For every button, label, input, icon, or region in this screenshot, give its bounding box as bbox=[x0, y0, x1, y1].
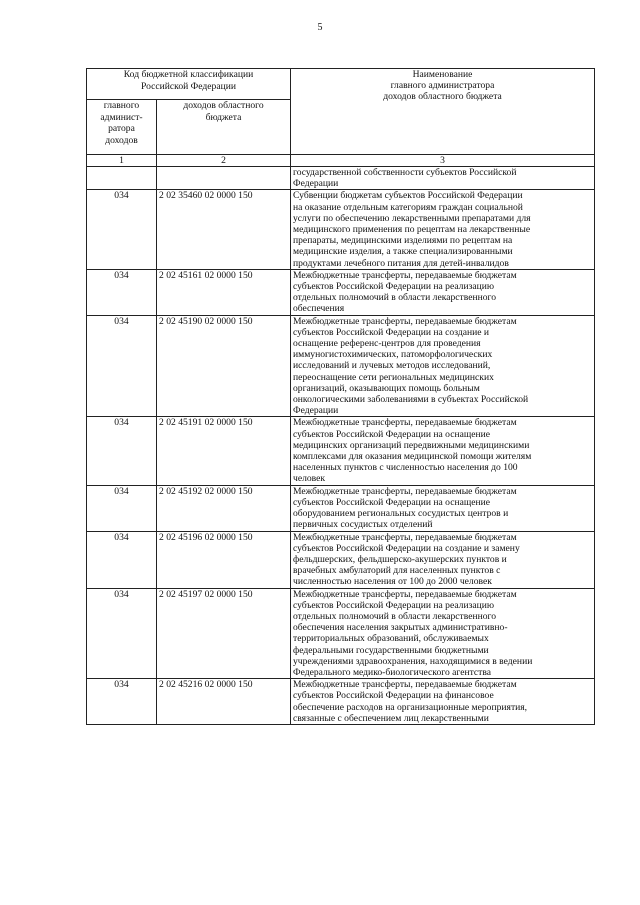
name-cell: Межбюджетные трансферты, передаваемые бюджетам субъектов Российской Федерации на финансовое обеспечение расходов на организационные мероприятия, связанные с обеспечением лиц лекарственными bbox=[291, 679, 595, 725]
name-cell: Межбюджетные трансферты, передаваемые бюджетам субъектов Российской Федерации на реализацию отдельных полномочий в области лекарственного обеспечения bbox=[291, 269, 595, 315]
admin-code-cell bbox=[87, 167, 157, 190]
admin-code-cell: 034 bbox=[87, 588, 157, 679]
revenue-code-cell: 2 02 45196 02 0000 150 bbox=[157, 531, 291, 588]
budget-classification-table bbox=[86, 68, 595, 725]
name-cell: Межбюджетные трансферты, передаваемые бюджетам субъектов Российской Федерации на создание и оснащение референс-центров для проведения иммуногистохимических, патоморфологических исследований и лучевых методов исследований, переоснащение сети региональных медицинских организаций, оказывающих помощь больным онкологическими заболеваниями в субъектах Российской Федерации bbox=[291, 315, 595, 417]
admin-code-cell: 034 bbox=[87, 531, 157, 588]
name-cell: Межбюджетные трансферты, передаваемые бюджетам субъектов Российской Федерации на создание и замену фельдшерских, фельдшерско-акушерских пунктов и врачебных амбулаторий для населенных пунктов с численностью населения от 100 до 2000 человек bbox=[291, 531, 595, 588]
header-column-number: 1 bbox=[87, 155, 157, 167]
header-column-number: 2 bbox=[157, 155, 291, 167]
revenue-code-cell: 2 02 45190 02 0000 150 bbox=[157, 315, 291, 417]
name-cell: Межбюджетные трансферты, передаваемые бюджетам субъектов Российской Федерации на оснащение оборудованием региональных сосудистых центров и первичных сосудистых отделений bbox=[291, 485, 595, 531]
table-row bbox=[87, 679, 595, 725]
header-revenue-code: доходов областного бюджета bbox=[157, 100, 291, 155]
name-cell: Субвенции бюджетам субъектов Российской Федерации на оказание отдельным категориям граждан социальной услуги по обеспечению лекарственными препаратами для медицинского применения по рецептам на лекарственные препараты, медицинскими изделиями по рецептам на медицинские изделия, а также специализированными продуктами лечебного питания для детей-инвалидов bbox=[291, 190, 595, 269]
table-row bbox=[87, 269, 595, 315]
table-row bbox=[87, 315, 595, 417]
table-row bbox=[87, 417, 595, 485]
table-row bbox=[87, 167, 595, 190]
admin-code-cell: 034 bbox=[87, 269, 157, 315]
revenue-code-cell: 2 02 45161 02 0000 150 bbox=[157, 269, 291, 315]
revenue-code-cell: 2 02 45191 02 0000 150 bbox=[157, 417, 291, 485]
name-cell: Межбюджетные трансферты, передаваемые бюджетам субъектов Российской Федерации на реализацию отдельных полномочий в области лекарственного обеспечения населения закрытых административно- территориальных образований, обслуживаемых федеральными государственными бюджетными учреждениями здравоохранения, находящимися в ведении Федерального медико-биологического агентства bbox=[291, 588, 595, 679]
header-column-number: 3 bbox=[291, 155, 595, 167]
name-cell: государственной собственности субъектов Российской Федерации bbox=[291, 167, 595, 190]
table-row bbox=[87, 588, 595, 679]
admin-code-cell: 034 bbox=[87, 679, 157, 725]
name-cell: Межбюджетные трансферты, передаваемые бюджетам субъектов Российской Федерации на оснащение медицинских организаций передвижными медицинскими комплексами для оказания медицинской помощи жителям населенных пунктов с численностью населения до 100 человек bbox=[291, 417, 595, 485]
admin-code-cell: 034 bbox=[87, 190, 157, 269]
header-admin-code: главного админист- ратора доходов bbox=[87, 100, 157, 155]
admin-code-cell: 034 bbox=[87, 417, 157, 485]
admin-code-cell: 034 bbox=[87, 315, 157, 417]
table-row bbox=[87, 190, 595, 269]
page-number: 5 bbox=[317, 22, 323, 33]
table-row bbox=[87, 485, 595, 531]
admin-code-cell: 034 bbox=[87, 485, 157, 531]
table-row bbox=[87, 531, 595, 588]
header-classification-code: Код бюджетной классификации Российской Федерации bbox=[87, 69, 291, 100]
revenue-code-cell: 2 02 45192 02 0000 150 bbox=[157, 485, 291, 531]
header-name: Наименование главного администратора доходов областного бюджета bbox=[291, 69, 595, 155]
revenue-code-cell: 2 02 35460 02 0000 150 bbox=[157, 190, 291, 269]
revenue-code-cell: 2 02 45216 02 0000 150 bbox=[157, 679, 291, 725]
revenue-code-cell: 2 02 45197 02 0000 150 bbox=[157, 588, 291, 679]
revenue-code-cell bbox=[157, 167, 291, 190]
